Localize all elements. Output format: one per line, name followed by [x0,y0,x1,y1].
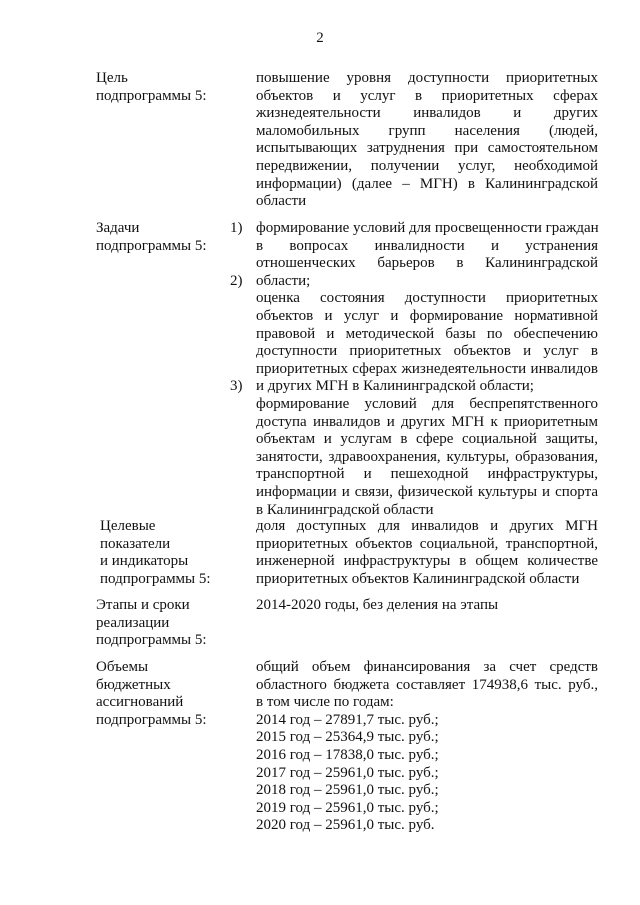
task-line: правовой и методической базы по обеспечению [256,325,598,342]
goal-line: информации) (далее – МГН) в Калининградской [256,175,598,192]
indicators-label-line: подпрограммы 5: [100,570,211,587]
budget-year-line: 2018 год – 25961,0 тыс. руб.; [256,782,439,799]
tasks-label [96,220,236,255]
indicators-text [256,518,598,588]
task-line: объектов и услуг и формирование нормативной [256,307,598,324]
tasks-label-line: Задачи [96,220,140,236]
budget-line: в том числе по годам: [256,694,394,711]
stages-line: 2014-2020 годы, без деления на этапы [256,597,499,613]
goal-label-line: подпрограммы 5: [96,87,207,104]
stages-label-line: подпрограммы 5: [96,632,207,649]
task-line: формирование условий для просвещенности граждан [256,220,599,236]
budget-line: областного бюджета составляет 174938,6 тыс. руб., [256,676,598,693]
goal-line: объектов и услуг в приоритетных сферах [256,87,598,104]
budget-year-line: 2019 год – 25961,0 тыс. руб.; [256,799,439,816]
indicator-line: приоритетных объектов социальной, транспортной, [256,535,598,552]
budget-label-line: Объемы [96,659,149,675]
budget-year-line: 2020 год – 25961,0 тыс. руб. [256,817,435,834]
indicator-line: приоритетных объектов Калининградской области [256,570,580,587]
stages-label-line: Этапы и сроки [96,597,190,613]
goal-label [96,70,236,105]
task-number: 3) [230,378,243,395]
task-line: информации и связи, физической культуры и спорта [256,483,598,500]
goal-line: маломобильных групп населения (людей, [256,122,598,139]
stages-label-line: реализации [96,614,170,631]
indicator-line: доля доступных для инвалидов и других МГН [256,518,598,534]
indicator-line: инженерной инфраструктуры в общем количестве [256,553,598,570]
indicators-label [100,518,240,588]
budget-label-line: бюджетных [96,676,171,693]
tasks-text [256,220,598,519]
indicators-label-line: Целевые [100,518,156,534]
page-number: 2 [316,30,324,46]
task-line: оценка состояния доступности приоритетных [256,290,598,307]
indicators-label-line: и индикаторы [100,553,189,570]
task-number: 1) [230,220,243,236]
budget-line: общий объем финансирования за счет средств [256,659,598,675]
task-line: доступа инвалидов и других МГН к приоритетным [256,413,598,430]
budget-label [96,659,236,729]
budget-year-line: 2016 год – 17838,0 тыс. руб.; [256,746,439,763]
goal-text [256,70,598,211]
goal-line: передвижении, получении услуг, необходимой [256,157,598,174]
budget-text [256,659,598,835]
goal-line: жизнедеятельности инвалидов и других [256,105,598,122]
task-line: приоритетных сферах жизнедеятельности инвалидов [256,360,598,377]
stages-text [256,597,598,615]
budget-year-line: 2017 год – 25961,0 тыс. руб.; [256,764,439,781]
task-line: формирование условий для беспрепятственного [256,395,598,412]
task-line: занятости, здравоохранения, культуры, образования, [256,448,598,465]
goal-label-line: Цель [96,70,128,86]
budget-label-line: подпрограммы 5: [96,711,207,728]
task-line: доступности приоритетных объектов и услуг в [256,343,598,360]
budget-year-line: 2014 год – 27891,7 тыс. руб.; [256,711,439,728]
tasks-label-line: подпрограммы 5: [96,237,207,254]
task-line: области; [256,272,311,289]
task-line: в Калининградской области [256,501,434,518]
task-line: объектам и услугам в сфере социальной защиты, [256,431,598,448]
indicators-label-line: показатели [100,535,171,552]
task-line: и других МГН в Калининградской области; [256,378,534,395]
goal-line: испытывающих затруднения при самостоятельном [256,140,598,157]
goal-line: области [256,193,307,210]
task-line: транспортной и пешеходной инфраструктуры, [256,466,598,483]
task-number: 2) [230,272,243,289]
task-line: в вопросах инвалидности и устранения [256,237,598,254]
budget-year-line: 2015 год – 25364,9 тыс. руб.; [256,729,439,746]
budget-label-line: ассигнований [96,694,184,711]
task-line: отношенческих барьеров в Калининградской [256,255,598,272]
stages-label [96,597,236,650]
goal-line: повышение уровня доступности приоритетных [256,70,598,86]
